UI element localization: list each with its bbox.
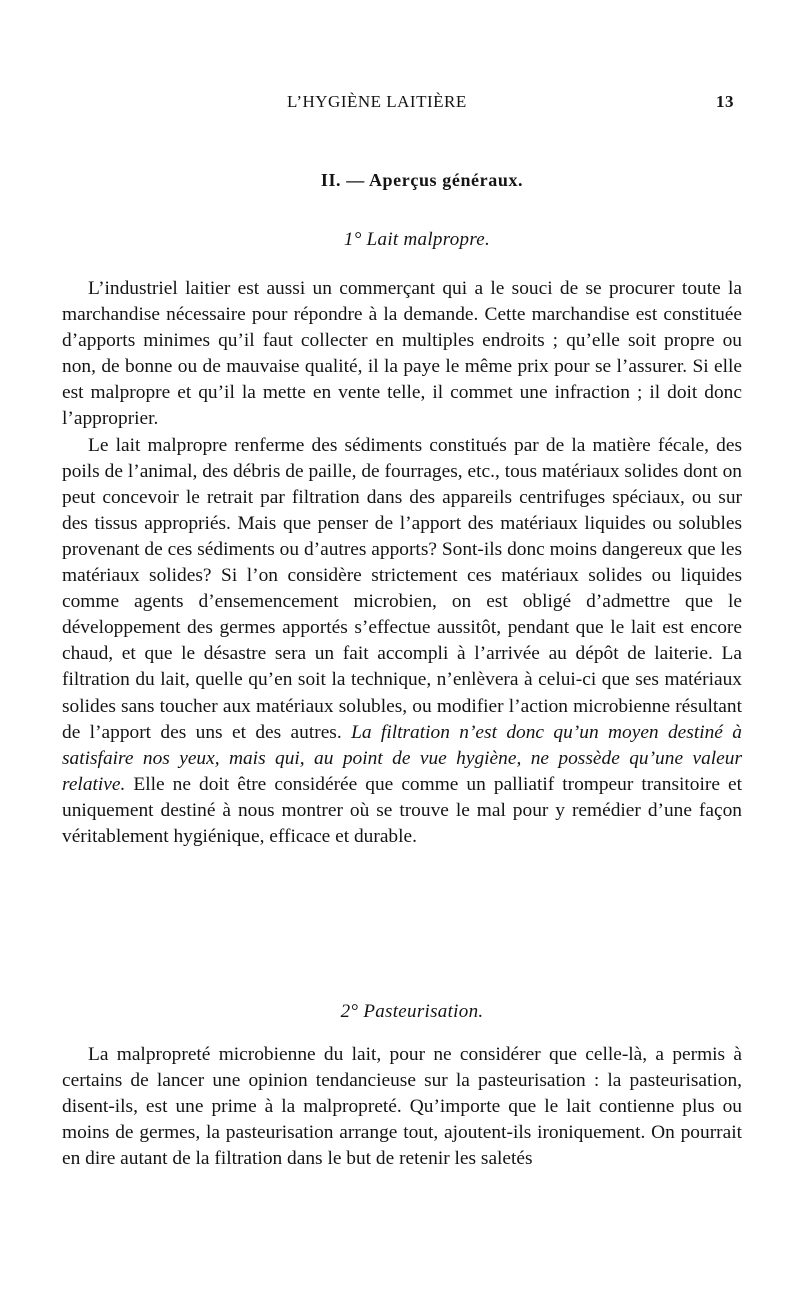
- paragraph-text: L’industriel laitier est aussi un commerçant qui a le souci de se procurer toute la marchandise nécessaire pour répondre à la demande. Cette marchandise est constituée d’apports minimes qu’il faut collecter en multiples endroits ; qu’elle soit propre ou non, de bonne ou de mauvaise qualité, il la paye le même prix pour se l’assurer. Si elle est malpropre et qu’il la mette en vente telle, il commet une infraction ; il doit donc l’approprier.: [62, 278, 742, 430]
- paragraph-text: Le lait malpropre renferme des sédiments constitués par de la matière fécale, des poils de l’animal, des débris de paille, de fourrages, etc., tous matériaux solides dont on peut concevoir le retrait par filtration dans des appareils centrifuges spéciaux, ou sur des tissus appropriés. Mais que penser de l’apport des matériaux liquides ou solubles provenant de ces sédiments ou d’autres apports? Sont-ils donc moins dangereux que les matériaux solides? Si l’on considère strictement ces matériaux solides ou liquides comme agents d’ensemencement microbien, on est obligé d’admettre que le développement des germes apportés s’effectue aussitôt, pendant que le lait est encore chaud, et que le désastre sera un fait accompli à l’arrivée au dépôt de laiterie. La filtration du lait, quelle qu’en soit la technique, n’enlèvera à celui-ci que ses matériaux solides sans toucher aux matériaux solubles, ou modifier l’action microbienne résultant de l’apport des uns et des autres.: [62, 434, 742, 743]
- subsection-heading-pasteurisation: 2° Pasteurisation.: [340, 1001, 484, 1022]
- paragraph: [62, 276, 742, 433]
- running-header: [62, 92, 742, 118]
- book-page: [62, 0, 742, 1304]
- text-block-lait-malpropre: [62, 276, 742, 850]
- section-heading: II. — Aperçus généraux.: [320, 170, 524, 190]
- paragraph-text: La malpropreté microbienne du lait, pour ne considérer que celle-là, a permis à certains de lancer une opinion tendancieuse sur la pasteurisation : la pasteurisation, disent-ils, est une prime à la malpropreté. Qu’importe que le lait contienne plus ou moins de germes, la pasteurisation arrange tout, ajoutent-ils ironiquement. On pourrait en dire autant de la filtration dans le but de retenir les saletés: [62, 1044, 742, 1170]
- paragraph-text: Elle ne doit être considérée que comme un palliatif trompeur transitoire et uniquement destiné à nous montrer où se trouve le mal pour y remédier d’une façon véritablement hygiénique, efficace et durable.: [62, 773, 742, 847]
- page-number: 13: [716, 92, 734, 111]
- running-title: L’HYGIÈNE LAITIÈRE: [287, 92, 467, 111]
- paragraph: [62, 433, 742, 851]
- text-block-pasteurisation: [62, 1042, 742, 1172]
- paragraph: [62, 1042, 742, 1172]
- subsection-heading-lait-malpropre: 1° Lait malpropre.: [343, 229, 491, 250]
- italic-emphasis: La filtration n’est donc qu’un moyen destiné à satisfaire nos yeux, mais qui, au point de vue hygiène, ne possède qu’une valeur relative.: [62, 721, 742, 795]
